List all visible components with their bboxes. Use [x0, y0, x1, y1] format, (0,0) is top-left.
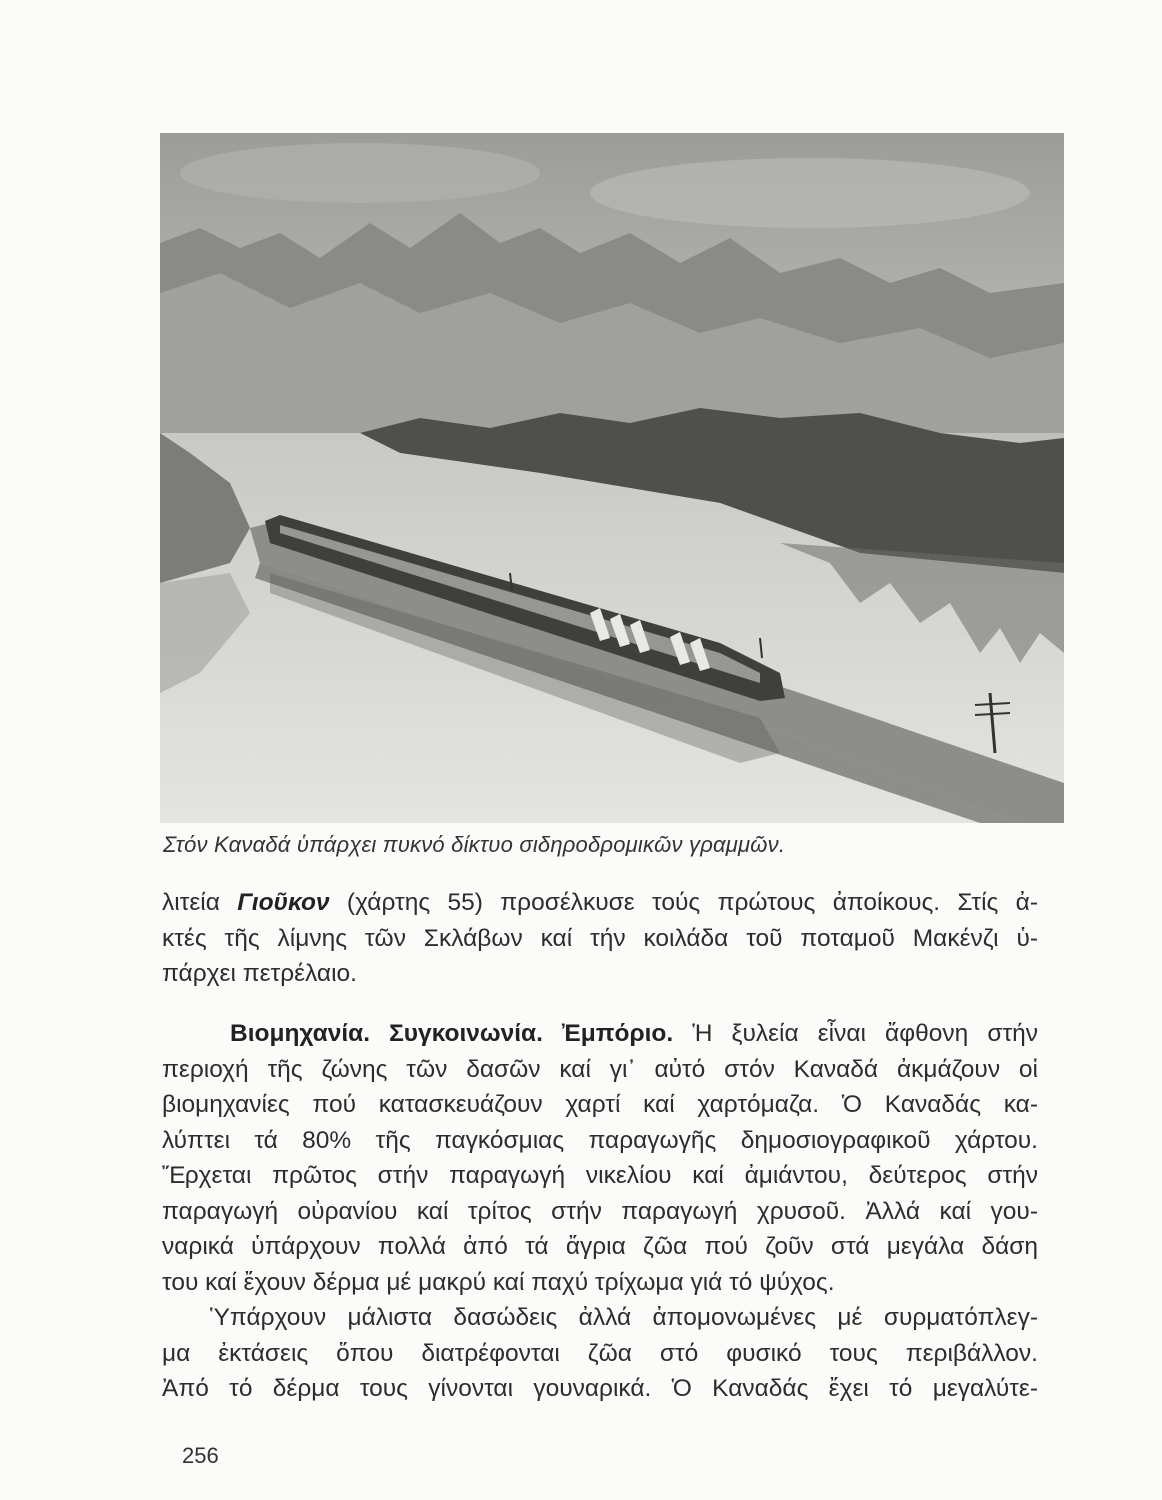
text-line: παραγωγή οὐρανίου καί τρίτος στήν παραγωγή χρυσοῦ. Ἀλλά καί γου-: [162, 1197, 1038, 1225]
paragraph-fur: [162, 1300, 1038, 1407]
text-line: λιτεία Γιοῦκον (χάρτης 55) προσέλκυσε τούς πρώτους ἀποίκους. Στίς ἀ-: [162, 889, 1039, 916]
photo-caption: Στόν Καναδά ὑπάρχει πυκνό δίκτυο σιδηροδρομικῶν γραμμῶν.: [163, 832, 786, 857]
text-line: κτές τῆς λίμνης τῶν Σκλάβων καί τήν κοιλάδα τοῦ ποταμοῦ Μακένζι ὑ-: [162, 924, 1038, 952]
text-line: λύπτει τά 80% τῆς παγκόσμιας παραγωγῆς δημοσιογραφικοῦ χάρτου.: [162, 1126, 1038, 1154]
section-heading: Βιομηχανία. Συγκοινωνία. Ἐμπόριο.: [230, 1020, 674, 1047]
text-line: ναρικά ὑπάρχουν πολλά ἀπό τά ἄγρια ζῶα πού ζοῦν στά μεγάλα δάση: [162, 1233, 1038, 1260]
text-line: περιοχή τῆς ζώνης τῶν δασῶν καί γι᾿ αὐτό στόν Καναδά ἀκμάζουν οἱ: [162, 1055, 1038, 1083]
photo-illustration: [160, 133, 1064, 823]
text-line: Βιομηχανία. Συγκοινωνία. Ἐμπόριο. Ἡ ξυλεία εἶναι ἄφθονη στήν: [230, 1020, 1039, 1047]
text-line: Ὑπάρχουν μάλιστα δασώδεις ἀλλά ἀπομονωμένες μέ συρματόπλεγ-: [210, 1304, 1038, 1331]
paragraph-industry: [162, 1016, 1038, 1300]
text-line: πάρχει πετρέλαιο.: [162, 960, 357, 987]
place-name-yukon: Γιοῦκον: [237, 889, 330, 916]
text-line: βιομηχανίες πού κατασκευάζουν χαρτί καί χαρτόμαζα. Ὁ Καναδάς κα-: [162, 1091, 1038, 1118]
text-line: Ἀπό τό δέρμα τους γίνονται γουναρικά. Ὁ Καναδάς ἔχει τό μεγαλύτε-: [162, 1375, 1038, 1402]
photo-train-lake-mountains: [160, 133, 1064, 823]
text-line: μα ἐκτάσεις ὅπου διατρέφονται ζῶα στό φυσικό τους περιβάλλον.: [162, 1339, 1038, 1367]
text-line: του καί ἔχουν δέρμα μέ μακρύ καί παχύ τρίχωμα γιά τό ψύχος.: [162, 1268, 835, 1296]
page-number: 256: [182, 1443, 219, 1468]
text-line: Ἔρχεται πρῶτος στήν παραγωγή νικελίου καί ἀμιάντου, δεύτερος στήν: [162, 1162, 1038, 1189]
paragraph-yukon: [162, 885, 1038, 992]
